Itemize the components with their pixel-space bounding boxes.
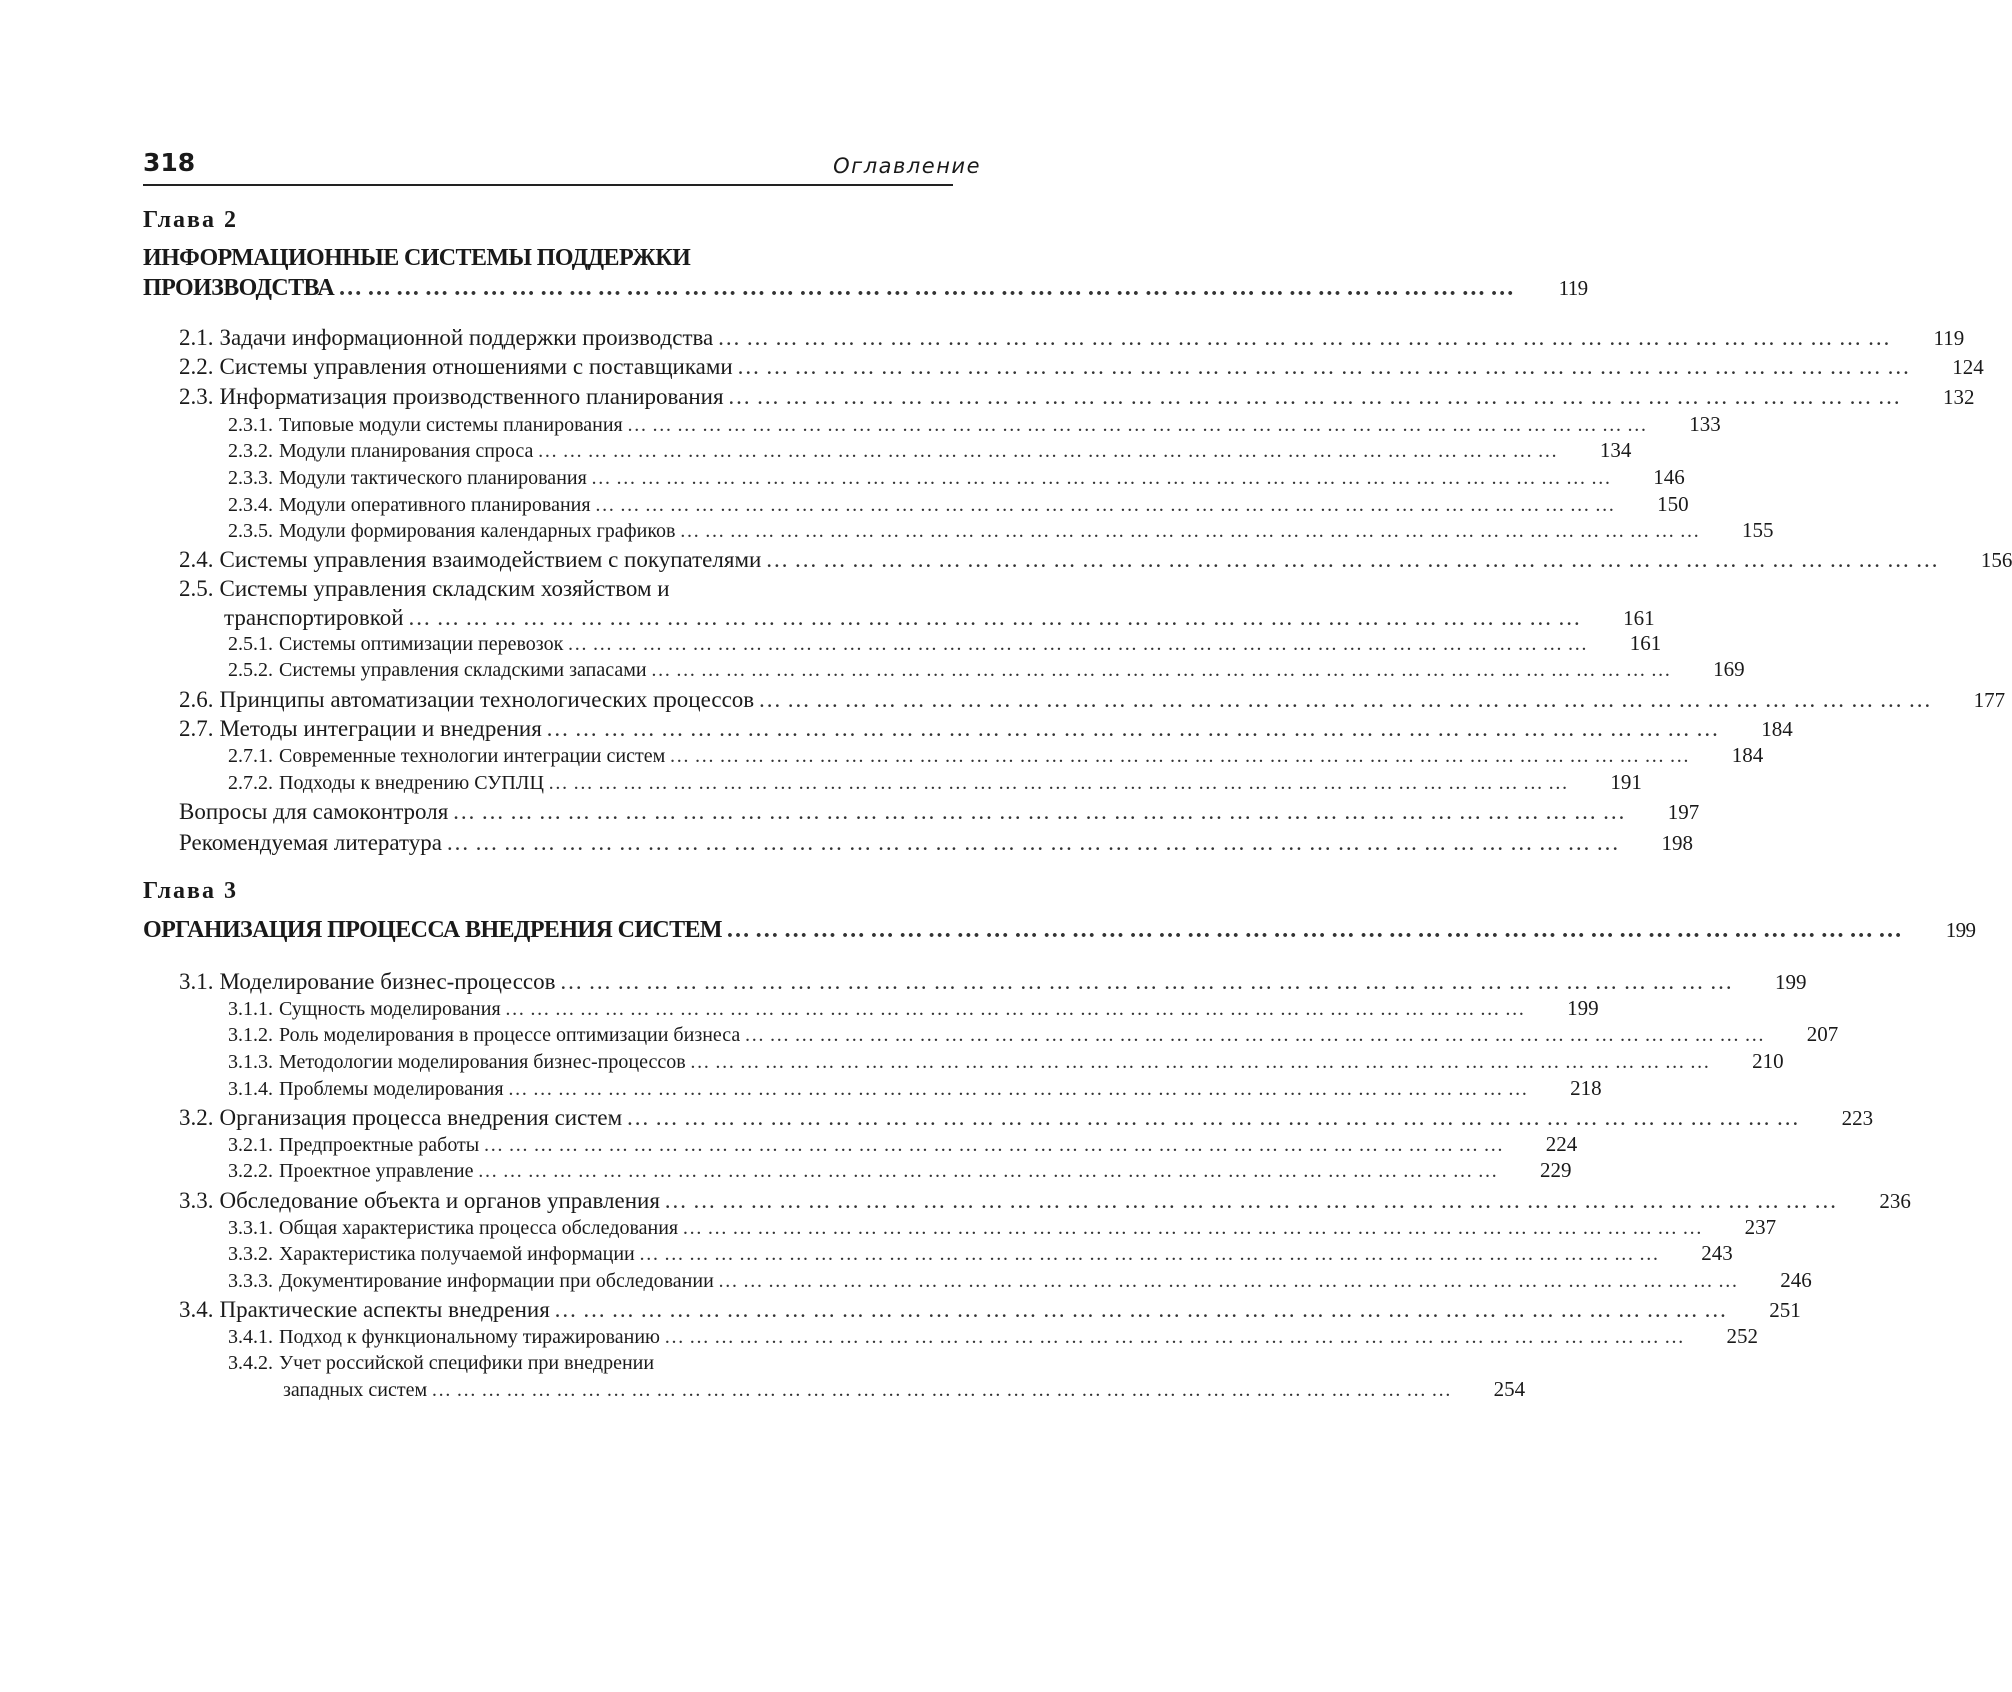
chapter-label: Глава 3 <box>143 878 238 904</box>
dot-leader: … … … … … … … … … … … … … … … … … … … … … … … … … … … … … … … … … … … … … … … … … <box>452 799 1626 824</box>
page-ref: 191 <box>1610 770 1642 794</box>
toc-entry[interactable] <box>228 1268 1812 1292</box>
entry-number: 3.3. <box>179 1188 214 1213</box>
entry-number: 2.7.2. <box>228 772 273 794</box>
chapter-title-line[interactable] <box>143 275 1588 301</box>
page-ref: 252 <box>1726 1324 1758 1348</box>
dot-leader: … … … … … … … … … … … … … … … … … … … … … … … … … … … … … … … … … … … … … … … … … <box>717 1270 1738 1292</box>
toc-entry[interactable] <box>179 325 1965 350</box>
page-ref: 199 <box>1774 970 1807 994</box>
dot-leader: … … … … … … … … … … … … … … … … … … … … … … … … … … … … … … … … … … … … … … … … … <box>725 917 1902 943</box>
dot-leader: … … … … … … … … … … … … … … … … … … … … … … … … … … … … … … … … … … … … … … … … … <box>483 1134 1504 1156</box>
chapter-title-text: ПРОИЗВОДСТВА <box>143 275 335 301</box>
page-ref: 169 <box>1713 657 1745 681</box>
page-ref: 207 <box>1806 1022 1839 1046</box>
toc-entry[interactable] <box>228 1353 952 1373</box>
chapter-title-line[interactable] <box>143 246 952 270</box>
page-ref: 237 <box>1744 1215 1777 1239</box>
toc-entry[interactable] <box>179 1297 1801 1322</box>
page-ref: 218 <box>1570 1076 1602 1100</box>
dot-leader: … … … … … … … … … … … … … … … … … … … … … … … … … … … … … … … … … … … … … … … … … <box>727 384 1901 409</box>
entry-number: 2.4. <box>179 547 214 572</box>
page-ref: 184 <box>1731 743 1764 767</box>
dot-leader: … … … … … … … … … … … … … … … … … … … … … … … … … … … … … … … … … … … … … … … … … <box>679 520 1700 542</box>
toc-entry[interactable] <box>228 465 1685 489</box>
entry-number: 3.1.4. <box>228 1078 273 1100</box>
page-ref: 146 <box>1653 465 1685 489</box>
toc-entry[interactable] <box>228 996 1599 1020</box>
toc-entry[interactable] <box>228 743 1764 767</box>
page-ref: 156 <box>1980 548 2012 572</box>
toc-entry[interactable] <box>228 1049 1784 1073</box>
toc-entry[interactable] <box>228 1022 1839 1046</box>
page-ref: 199 <box>1567 996 1599 1020</box>
page-ref: 236 <box>1879 1189 1911 1213</box>
entry-title: Типовые модули системы планирования <box>279 414 623 436</box>
entry-number: 3.4.2. <box>228 1352 273 1374</box>
dot-leader: … … … … … … … … … … … … … … … … … … … … … … … … … … … … … … … … … … … … … … … … … <box>736 354 1910 379</box>
entry-title: Подходы к внедрению СУПЛЦ <box>279 772 544 794</box>
page-ref: 161 <box>1623 606 1655 630</box>
entry-title: Рекомендуемая литература <box>179 830 442 855</box>
entry-title: Системы оптимизации перевозок <box>279 633 564 655</box>
toc-entry[interactable] <box>228 770 1642 794</box>
toc-entry[interactable] <box>228 1215 1777 1239</box>
page-ref: 177 <box>1973 688 2006 712</box>
dot-leader: … … … … … … … … … … … … … … … … … … … … … … … … … … … … … … … … … … … … … … … … … <box>504 998 1525 1020</box>
entry-number: 2.5.2. <box>228 659 273 681</box>
toc-entry[interactable] <box>179 799 1700 824</box>
entry-title: Обследование объекта и органов управления <box>219 1188 660 1213</box>
page-ref: 119 <box>1933 326 1965 350</box>
entry-title: западных систем <box>283 1379 428 1401</box>
toc-entry[interactable] <box>228 412 1721 436</box>
entry-number: 2.3. <box>179 384 214 409</box>
page-ref: 251 <box>1769 1298 1801 1322</box>
entry-number: 2.2. <box>179 354 214 379</box>
entry-title: Организация процесса внедрения систем <box>219 1105 623 1130</box>
dot-leader: … … … … … … … … … … … … … … … … … … … … … … … … … … … … … … … … … … … … … … … … … <box>638 1243 1659 1265</box>
entry-title: Современные технологии интеграции систем <box>279 745 666 767</box>
entry-number: 3.2. <box>179 1105 214 1130</box>
page-ref: 229 <box>1539 1158 1572 1182</box>
entry-number: 2.3.2. <box>228 440 273 462</box>
entry-title: Методологии моделирования бизнес-процессов <box>279 1051 686 1073</box>
entry-title: Общая характеристика процесса обследования <box>279 1217 679 1239</box>
page-ref: 210 <box>1752 1049 1784 1073</box>
dot-leader: … … … … … … … … … … … … … … … … … … … … … … … … … … … … … … … … … … … … … … … … … <box>545 716 1719 741</box>
entry-number: 3.1.2. <box>228 1024 273 1046</box>
dot-leader: … … … … … … … … … … … … … … … … … … … … … … … … … … … … … … … … … … … … … … … … … <box>446 830 1619 855</box>
entry-title: Проблемы моделирования <box>279 1078 504 1100</box>
entry-title: Системы управления складским хозяйством и <box>219 576 670 601</box>
entry-title: Подход к функциональному тиражированию <box>279 1326 660 1348</box>
page-ref: 198 <box>1661 831 1693 855</box>
dot-leader: … … … … … … … … … … … … … … … … … … … … … … … … … … … … … … … … … … … … … … … … … <box>717 325 1891 350</box>
entry-number: 3.4. <box>179 1297 214 1322</box>
entry-title: Моделирование бизнес-процессов <box>219 969 556 994</box>
dot-leader: … … … … … … … … … … … … … … … … … … … … … … … … … … … … … … … … … … … … … … … … … <box>650 659 1671 681</box>
entry-title: Модули формирования календарных графиков <box>279 520 676 542</box>
dot-leader: … … … … … … … … … … … … … … … … … … … … … … … … … … … … … … … … … … … … … … … … … <box>626 414 1647 436</box>
entry-title: Информатизация производственного планирования <box>219 384 724 409</box>
dot-leader: … … … … … … … … … … … … … … … … … … … … … … … … … … … … … … … … … … … … … … … … … <box>765 547 1939 572</box>
entry-number: 3.3.1. <box>228 1217 273 1239</box>
entry-number: 2.1. <box>179 325 214 350</box>
dot-leader: … … … … … … … … … … … … … … … … … … … … … … … … … … … … … … … … … … … … … … … … … <box>567 633 1588 655</box>
page-ref: 134 <box>1599 438 1632 462</box>
entry-title: Модули оперативного планирования <box>279 494 591 516</box>
toc-entry[interactable] <box>179 354 1984 379</box>
entry-title: Предпроектные работы <box>279 1134 480 1156</box>
dot-leader: … … … … … … … … … … … … … … … … … … … … … … … … … … … … … … … … … … … … … … … … … <box>431 1379 1452 1401</box>
dot-leader: … … … … … … … … … … … … … … … … … … … … … … … … … … … … … … … … … … … … … … … … … <box>663 1188 1837 1213</box>
entry-number: 3.1. <box>179 969 214 994</box>
entry-number: 3.1.3. <box>228 1051 273 1073</box>
dot-leader: … … … … … … … … … … … … … … … … … … … … … … … … … … … … … … … … … … … … … … … … … <box>338 275 1514 301</box>
page-ref: 243 <box>1701 1241 1733 1265</box>
dot-leader: … … … … … … … … … … … … … … … … … … … … … … … … … … … … … … … … … … … … … … … … … <box>553 1297 1727 1322</box>
toc-entry[interactable] <box>224 605 1655 630</box>
toc-entry[interactable] <box>228 1241 1733 1265</box>
toc-entry[interactable] <box>228 657 1745 681</box>
toc-entry[interactable] <box>179 547 2012 572</box>
entry-title: Вопросы для самоконтроля <box>179 799 449 824</box>
page-ref: 254 <box>1493 1377 1526 1401</box>
page-ref: 224 <box>1545 1132 1578 1156</box>
entry-number: 2.5.1. <box>228 633 273 655</box>
entry-title: Роль моделирования в процессе оптимизации бизнеса <box>279 1024 741 1046</box>
entry-number: 3.4.1. <box>228 1326 273 1348</box>
entry-number: 3.3.2. <box>228 1243 273 1265</box>
dot-leader: … … … … … … … … … … … … … … … … … … … … … … … … … … … … … … … … … … … … … … … … … <box>407 605 1581 630</box>
entry-number: 2.3.4. <box>228 494 273 516</box>
dot-leader: … … … … … … … … … … … … … … … … … … … … … … … … … … … … … … … … … … … … … … … … … <box>682 1217 1703 1239</box>
chapter-title-line[interactable] <box>143 917 1976 943</box>
dot-leader: … … … … … … … … … … … … … … … … … … … … … … … … … … … … … … … … … … … … … … … … … <box>663 1326 1684 1348</box>
toc-entry[interactable] <box>228 631 1662 655</box>
page-ref: 246 <box>1780 1268 1812 1292</box>
page-ref: 133 <box>1689 412 1721 436</box>
entry-number: 2.7. <box>179 716 214 741</box>
dot-leader: … … … … … … … … … … … … … … … … … … … … … … … … … … … … … … … … … … … … … … … … … <box>507 1078 1528 1100</box>
entry-number: 3.2.1. <box>228 1134 273 1156</box>
toc-entry[interactable] <box>283 1377 1526 1401</box>
dot-leader: … … … … … … … … … … … … … … … … … … … … … … … … … … … … … … … … … … … … … … … … … <box>590 467 1611 489</box>
toc-entry[interactable] <box>179 1188 1911 1213</box>
entry-number: 3.3.3. <box>228 1270 273 1292</box>
toc-entry[interactable] <box>228 518 1774 542</box>
entry-number: 2.5. <box>179 576 214 601</box>
page-ref: 119 <box>1558 276 1588 300</box>
toc-entry[interactable] <box>228 438 1632 462</box>
entry-title: Документирование информации при обследовании <box>279 1270 714 1292</box>
entry-number: 2.3.1. <box>228 414 273 436</box>
dot-leader: … … … … … … … … … … … … … … … … … … … … … … … … … … … … … … … … … … … … … … … … … <box>594 494 1615 516</box>
page-ref: 161 <box>1629 631 1662 655</box>
toc-entry[interactable] <box>228 1324 1758 1348</box>
entry-number: 2.3.3. <box>228 467 273 489</box>
entry-number: 2.6. <box>179 687 214 712</box>
dot-leader: … … … … … … … … … … … … … … … … … … … … … … … … … … … … … … … … … … … … … … … … … <box>626 1105 1800 1130</box>
entry-title: Сущность моделирования <box>279 998 501 1020</box>
entry-title: Задачи информационной поддержки производства <box>219 325 714 350</box>
entry-number: 2.7.1. <box>228 745 273 767</box>
header-rule <box>143 184 953 186</box>
entry-title: Модули планирования спроса <box>279 440 534 462</box>
page-ref: 155 <box>1741 518 1774 542</box>
toc-entry[interactable] <box>179 716 1793 741</box>
toc-entry[interactable] <box>179 830 1693 855</box>
dot-leader: … … … … … … … … … … … … … … … … … … … … … … … … … … … … … … … … … … … … … … … … … <box>689 1051 1710 1073</box>
page-ref: 223 <box>1841 1106 1874 1130</box>
chapter-title-text: ИНФОРМАЦИОННЫЕ СИСТЕМЫ ПОДДЕРЖКИ <box>143 245 691 271</box>
page-ref: 199 <box>1945 918 1976 942</box>
dot-leader: … … … … … … … … … … … … … … … … … … … … … … … … … … … … … … … … … … … … … … … … … <box>559 969 1733 994</box>
dot-leader: … … … … … … … … … … … … … … … … … … … … … … … … … … … … … … … … … … … … … … … … … <box>537 440 1558 462</box>
page-ref: 124 <box>1952 355 1984 379</box>
running-title: Оглавление <box>833 154 981 178</box>
dot-leader: … … … … … … … … … … … … … … … … … … … … … … … … … … … … … … … … … … … … … … … … … <box>669 745 1690 767</box>
entry-title: Системы управления складскими запасами <box>279 659 647 681</box>
dot-leader: … … … … … … … … … … … … … … … … … … … … … … … … … … … … … … … … … … … … … … … … … <box>547 772 1568 794</box>
chapter-label: Глава 2 <box>143 207 238 233</box>
entry-title: транспортировкой <box>224 605 404 630</box>
entry-number: 3.1.1. <box>228 998 273 1020</box>
entry-title: Системы управления отношениями с поставщиками <box>219 354 733 379</box>
chapter-title-text: ОРГАНИЗАЦИЯ ПРОЦЕССА ВНЕДРЕНИЯ СИСТЕМ <box>143 917 722 943</box>
entry-title: Характеристика получаемой информации <box>279 1243 635 1265</box>
toc-entry[interactable] <box>228 1076 1602 1100</box>
toc-entry[interactable] <box>179 1105 1874 1130</box>
toc-entry[interactable] <box>179 969 1807 994</box>
dot-leader: … … … … … … … … … … … … … … … … … … … … … … … … … … … … … … … … … … … … … … … … … <box>744 1024 1765 1046</box>
toc-entry[interactable] <box>228 1158 1572 1182</box>
page-ref: 184 <box>1761 717 1793 741</box>
page-ref: 150 <box>1657 492 1689 516</box>
toc-entry[interactable] <box>179 577 952 600</box>
toc-entry[interactable] <box>228 1132 1578 1156</box>
page-ref: 197 <box>1667 800 1700 824</box>
entry-number: 3.2.2. <box>228 1160 273 1182</box>
entry-number: 2.3.5. <box>228 520 273 542</box>
dot-leader: … … … … … … … … … … … … … … … … … … … … … … … … … … … … … … … … … … … … … … … … … <box>758 687 1932 712</box>
toc-entry[interactable] <box>179 687 2006 712</box>
entry-title: Учет российской специфики при внедрении <box>279 1352 655 1374</box>
page-ref: 132 <box>1943 385 1975 409</box>
toc-entry[interactable] <box>179 384 1975 409</box>
entry-title: Практические аспекты внедрения <box>219 1297 550 1322</box>
entry-title: Модули тактического планирования <box>279 467 587 489</box>
entry-title: Проектное управление <box>279 1160 474 1182</box>
page-number: 318 <box>143 148 196 177</box>
toc-entry[interactable] <box>228 492 1689 516</box>
entry-title: Принципы автоматизации технологических процессов <box>219 687 755 712</box>
entry-title: Системы управления взаимодействием с покупателями <box>219 547 762 572</box>
dot-leader: … … … … … … … … … … … … … … … … … … … … … … … … … … … … … … … … … … … … … … … … … <box>477 1160 1498 1182</box>
entry-title: Методы интеграции и внедрения <box>219 716 542 741</box>
